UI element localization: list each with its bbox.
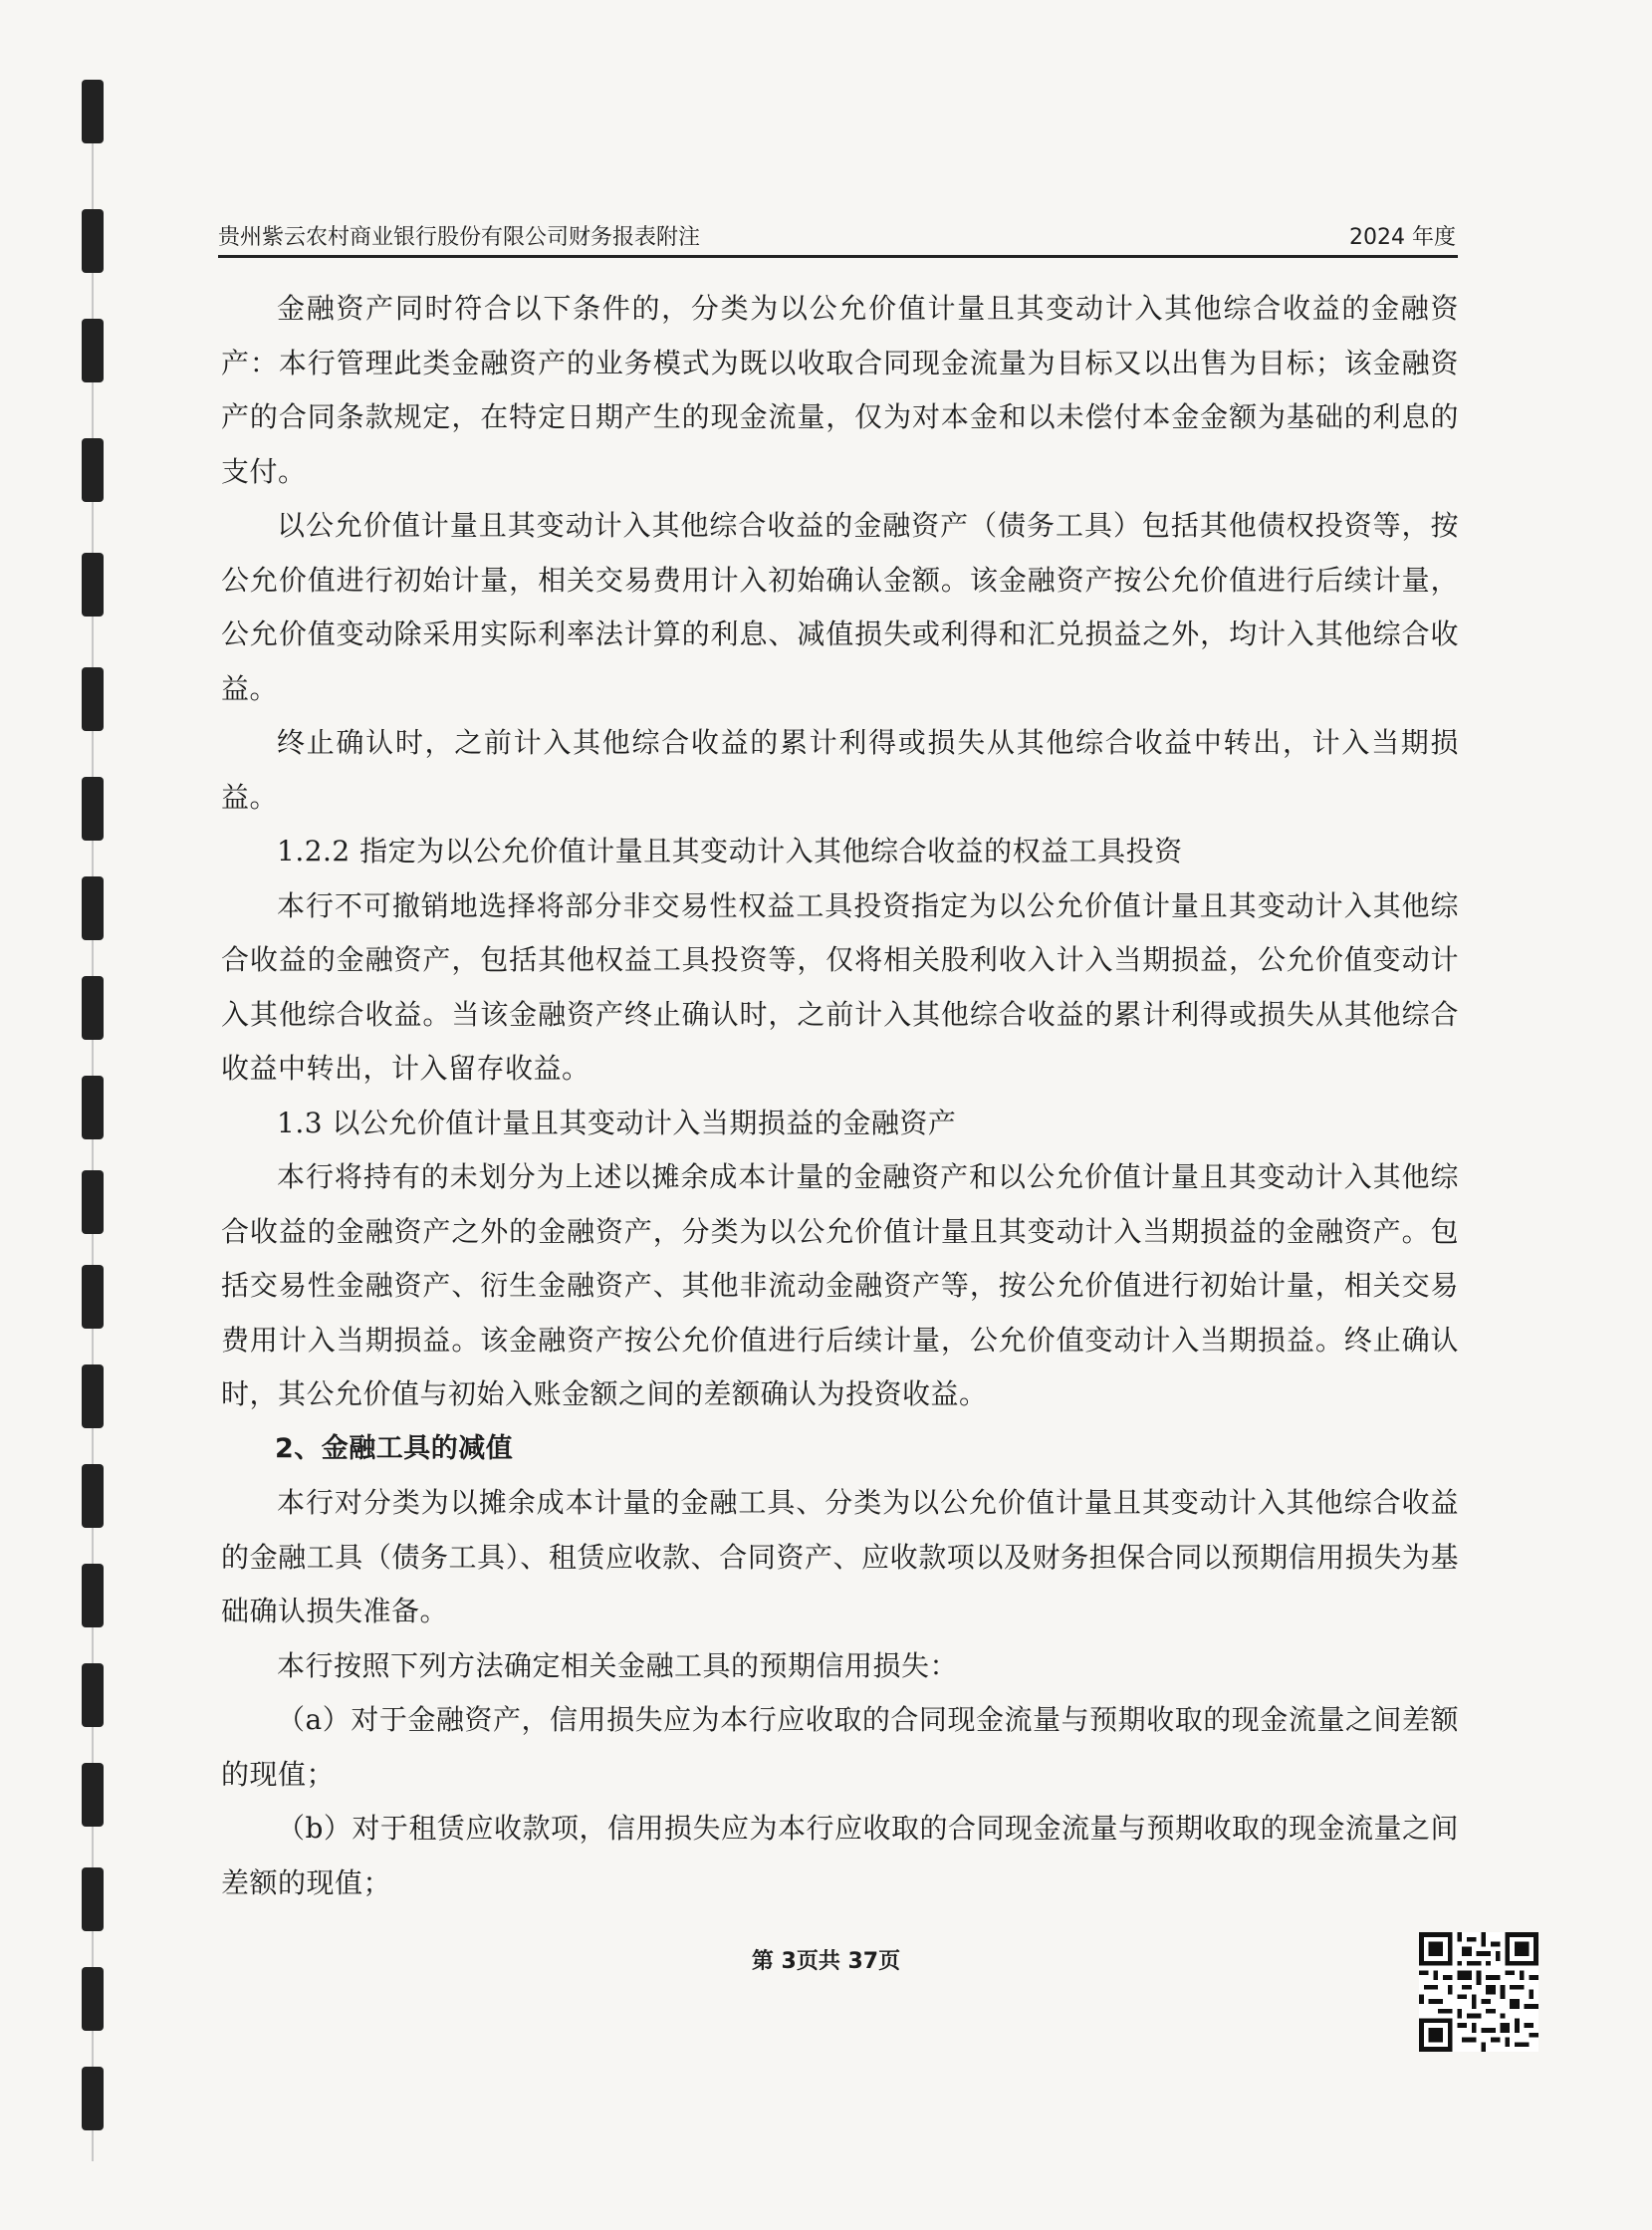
list-item: （a）对于金融资产，信用损失应为本行应收取的合同现金流量与预期收取的现金流量之间差额的现值； [221, 1703, 1459, 1791]
header-year: 2024 年度 [1349, 225, 1456, 250]
section-heading: 1.3 以公允价值计量且其变动计入当期损益的金融资产 [277, 1106, 957, 1139]
page-header [218, 217, 1458, 258]
paragraph: 本行按照下列方法确定相关金融工具的预期信用损失： [277, 1648, 959, 1682]
paragraph: 本行不可撤销地选择将部分非交易性权益工具投资指定为以公允价值计量且其变动计入其他综合收益的金融资产，包括其他权益工具投资等，仅将相关股利收入计入当期损益，公允价值变动计入其他综合收益。当该金融资产终止确认时，之前计入其他综合收益的累计利得或损失从其他综合收益中转出，计入留存收益。 [221, 888, 1459, 1085]
paragraph: 本行对分类为以摊余成本计量的金融工具、分类为以公允价值计量且其变动计入其他综合收益的金融工具（债务工具）、租赁应收款、合同资产、应收款项以及财务担保合同以预期信用损失为基础确认损失准备。 [221, 1486, 1459, 1627]
binding-holes [82, 80, 106, 2161]
binding-hole [82, 1663, 104, 1727]
binding-hole [82, 553, 104, 617]
paragraph: 本行将持有的未划分为上述以摊余成本计量的金融资产和以公允价值计量且其变动计入其他综合收益的金融资产之外的金融资产，分类为以公允价值计量且其变动计入当期损益的金融资产。包括交易性金融资产、衍生金融资产、其他非流动金融资产等，按公允价值进行初始计量，相关交易费用计入当期损益。该金融资产按公允价值进行后续计量，公允价值变动计入当期损益。终止确认时，其公允价值与初始入账金额之间的差额确认为投资收益。 [221, 1160, 1459, 1410]
binding-hole [82, 1867, 104, 1931]
binding-hole [82, 209, 104, 273]
binding-hole [82, 438, 104, 502]
section-heading: 2、金融工具的减值 [275, 1432, 514, 1464]
binding-hole [82, 1364, 104, 1428]
paragraph: 金融资产同时符合以下条件的，分类为以公允价值计量且其变动计入其他综合收益的金融资产：本行管理此类金融资产的业务模式为既以收取合同现金流量为目标又以出售为目标；该金融资产的合同条款规定，在特定日期产生的现金流量，仅为对本金和以未偿付本金金额为基础的利息的支付。 [221, 292, 1459, 488]
binding-hole [82, 1967, 104, 2031]
binding-hole [82, 777, 104, 841]
paragraph: 以公允价值计量且其变动计入其他综合收益的金融资产（债务工具）包括其他债权投资等，按公允价值进行初始计量，相关交易费用计入初始确认金额。该金融资产按公允价值进行后续计量，公允价值变动除采用实际利率法计算的利息、减值损失或利得和汇兑损益之外，均计入其他综合收益。 [221, 509, 1459, 705]
binding-hole [82, 1076, 104, 1139]
binding-hole [82, 1170, 104, 1234]
binding-hole [82, 2067, 104, 2130]
binding-hole [82, 976, 104, 1040]
body-text [221, 282, 1459, 1910]
binding-hole [82, 1564, 104, 1627]
list-item: （b）对于租赁应收款项，信用损失应为本行应收取的合同现金流量与预期收取的现金流量之间差额的现值； [221, 1812, 1459, 1899]
section-heading: 1.2.2 指定为以公允价值计量且其变动计入其他综合收益的权益工具投资 [277, 835, 1183, 867]
binding-hole [82, 80, 104, 143]
binding-hole [82, 1265, 104, 1329]
binding-hole [82, 876, 104, 940]
header-title: 贵州紫云农村商业银行股份有限公司财务报表附注 [218, 225, 701, 250]
binding-hole [82, 667, 104, 731]
binding-hole [82, 319, 104, 382]
binding-hole [82, 1763, 104, 1827]
binding-hole [82, 1464, 104, 1528]
page-number: 第 3页共 37页 [751, 1949, 901, 1974]
qr-code-icon [1412, 1932, 1545, 2052]
paragraph: 终止确认时，之前计入其他综合收益的累计利得或损失从其他综合收益中转出，计入当期损益。 [221, 726, 1459, 814]
